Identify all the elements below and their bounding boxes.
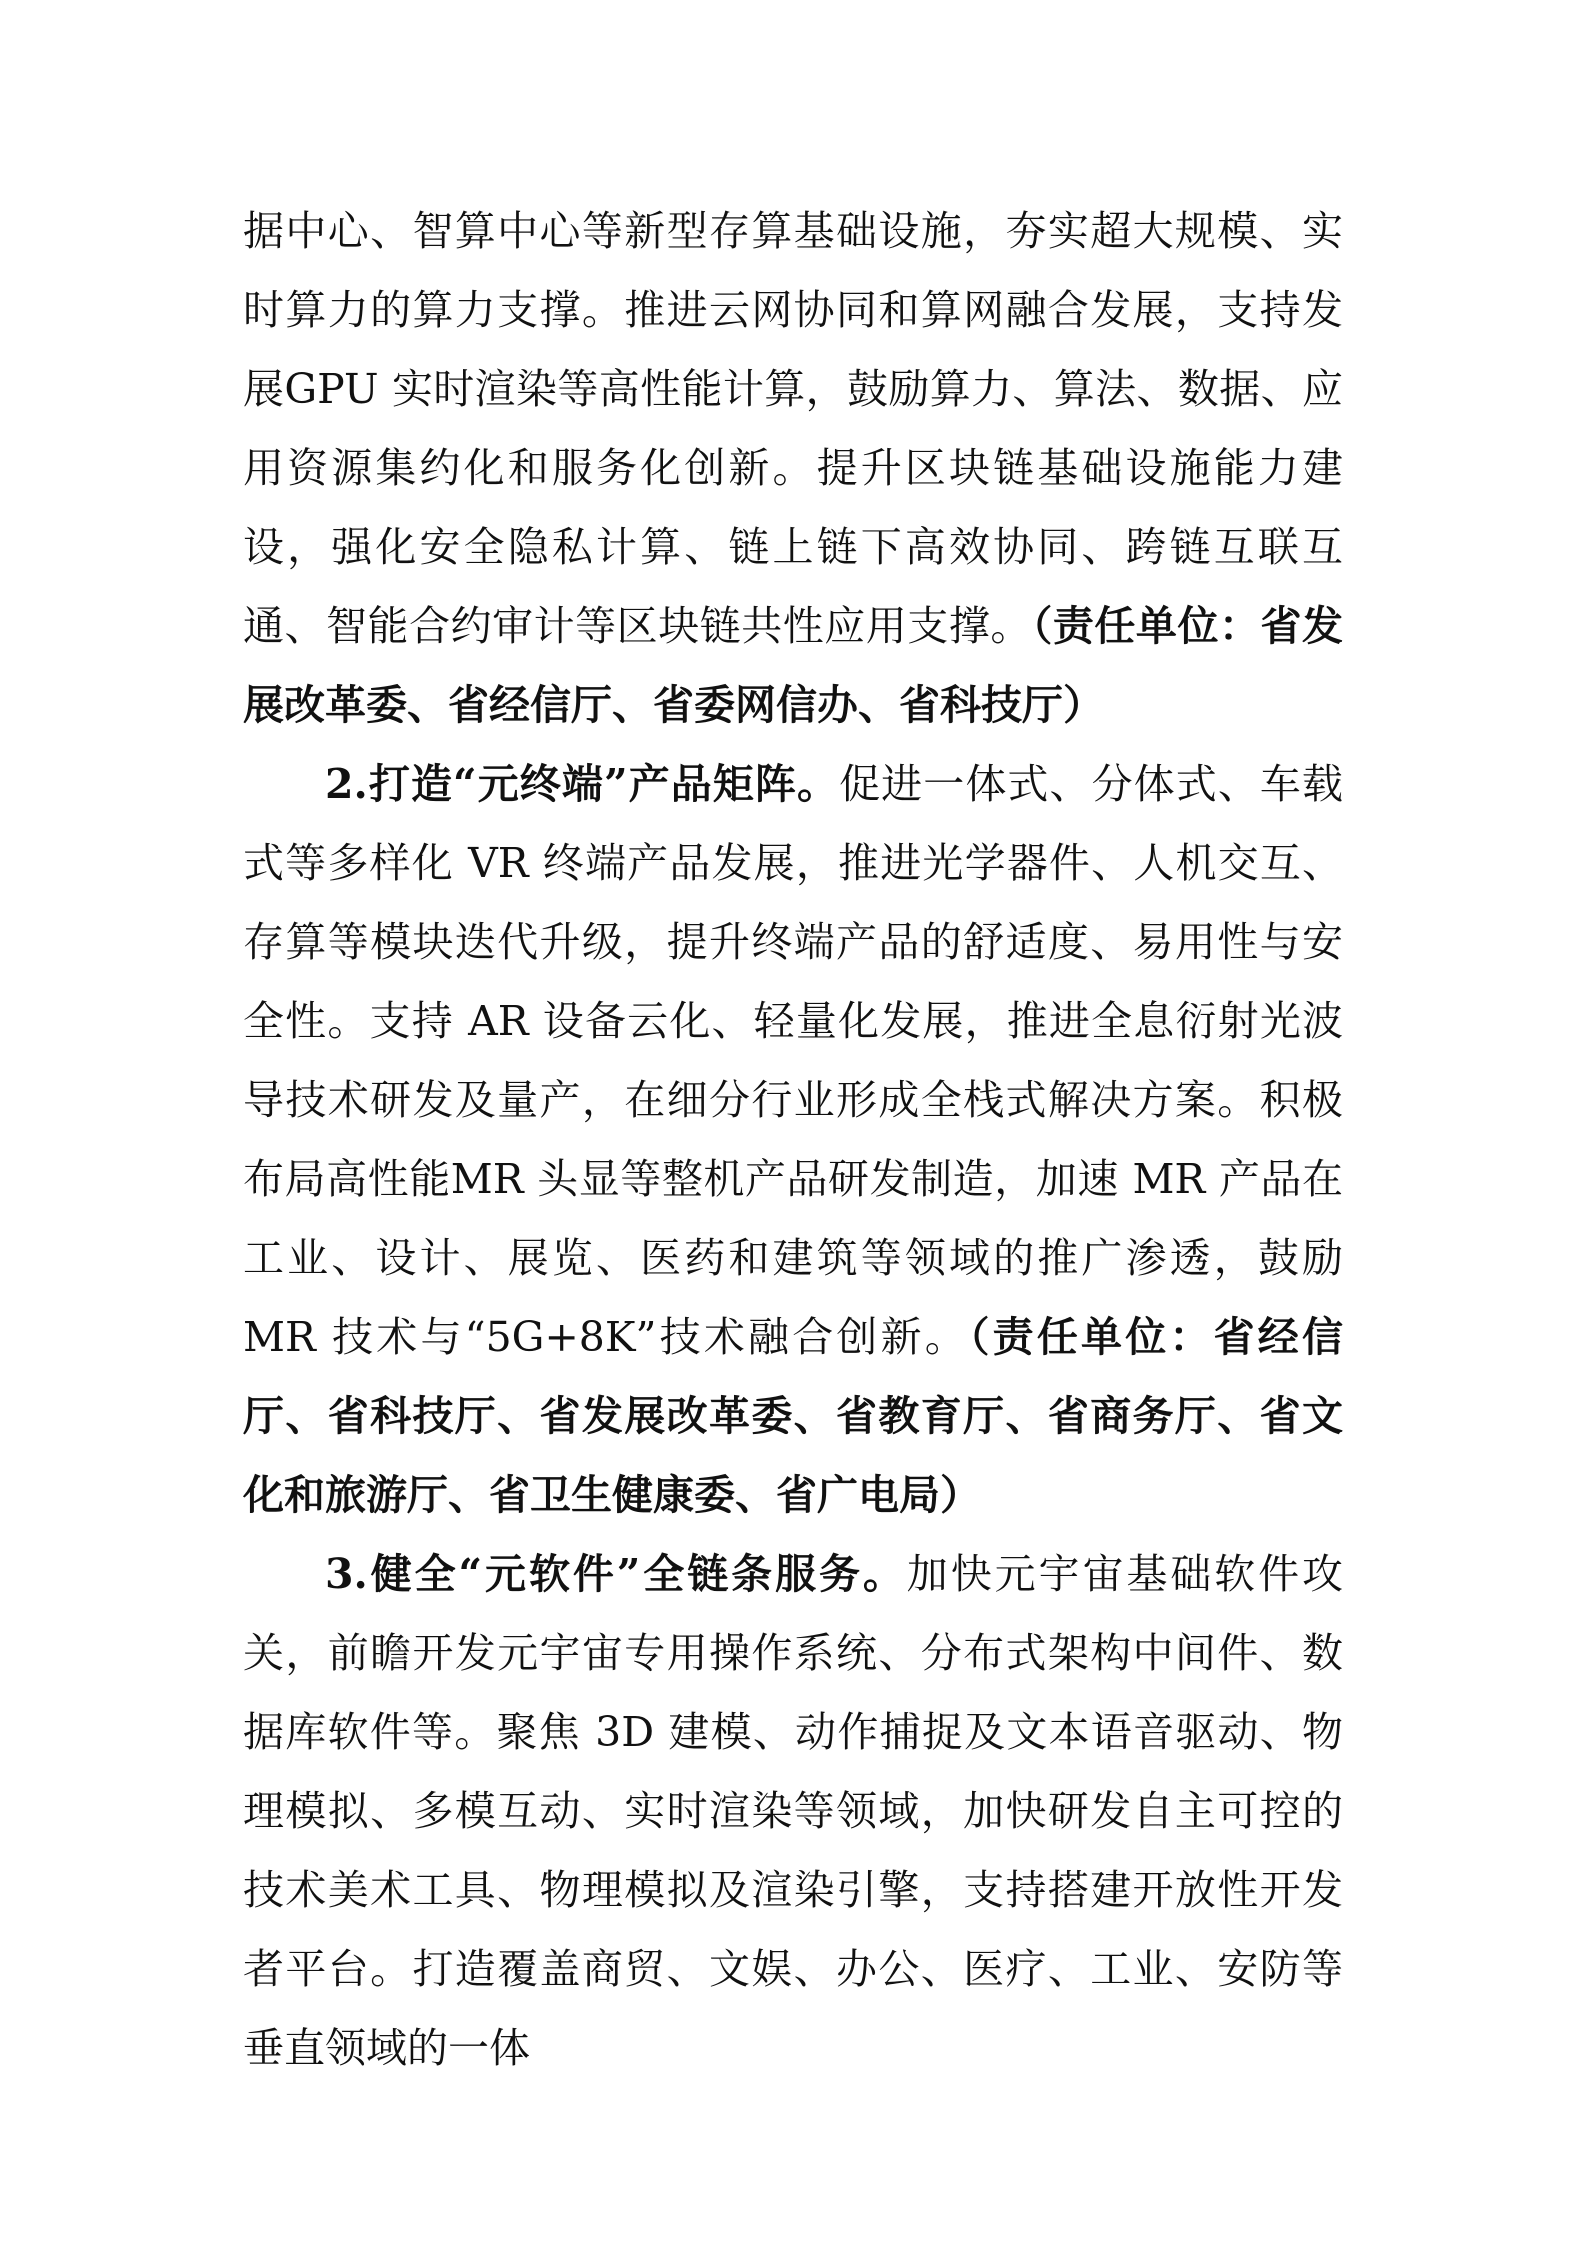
- paragraph-body: 促进一体式、分体式、车载式等多样化 VR 终端产品发展，推进光学器件、人机交互、存算等模块迭代升级，提升终端产品的舒适度、易用性与安全性。支持 AR 设备云化、轻量化发展，推进全息衍射光波导技术研发及量产，在细分行业形成全栈式解决方案。积极布局高性能MR 头显等整机产品研发制造，加速 MR 产品在工业、设计、展览、医药和建筑等领域的推广渗透，鼓励 MR 技术与“5G+8K”技术融合创新。: [243, 760, 1344, 1361]
- section-heading: 2.打造“元终端”产品矩阵。: [325, 760, 840, 808]
- paragraph-body: 加快元宇宙基础软件攻关，前瞻开发元宇宙专用操作系统、分布式架构中间件、数据库软件等。聚焦 3D 建模、动作捕捉及文本语音驱动、物理模拟、多模互动、实时渲染等领域，加快研发自主可控的技术美术工具、物理模拟及渲染引擎，支持搭建开放性开发者平台。打造覆盖商贸、文娱、办公、医疗、工业、安防等垂直领域的一体: [243, 1550, 1344, 2072]
- responsibility-units: （责任单位：省发展改革委、省经信厅、省委网信办、省科技厅）: [243, 602, 1344, 729]
- paragraph-computing-infrastructure: [243, 192, 1343, 745]
- section-heading: 3.健全“元软件”全链条服务。: [325, 1550, 907, 1598]
- paragraph-meta-terminal: [243, 745, 1343, 1535]
- paragraph-meta-software: [243, 1535, 1343, 2088]
- document-body: [243, 192, 1343, 2088]
- responsibility-units: （责任单位：省经信厅、省科技厅、省发展改革委、省教育厅、省商务厅、省文化和旅游厅、省卫生健康委、省广电局）: [243, 1313, 1343, 1519]
- paragraph-body: 据中心、智算中心等新型存算基础设施，夯实超大规模、实时算力的算力支撑。推进云网协同和算网融合发展，支持发展GPU 实时渲染等高性能计算，鼓励算力、算法、数据、应用资源集约化和服务化创新。提升区块链基础设施能力建设，强化安全隐私计算、链上链下高效协同、跨链互联互通、智能合约审计等区块链共性应用支撑。: [243, 207, 1343, 650]
